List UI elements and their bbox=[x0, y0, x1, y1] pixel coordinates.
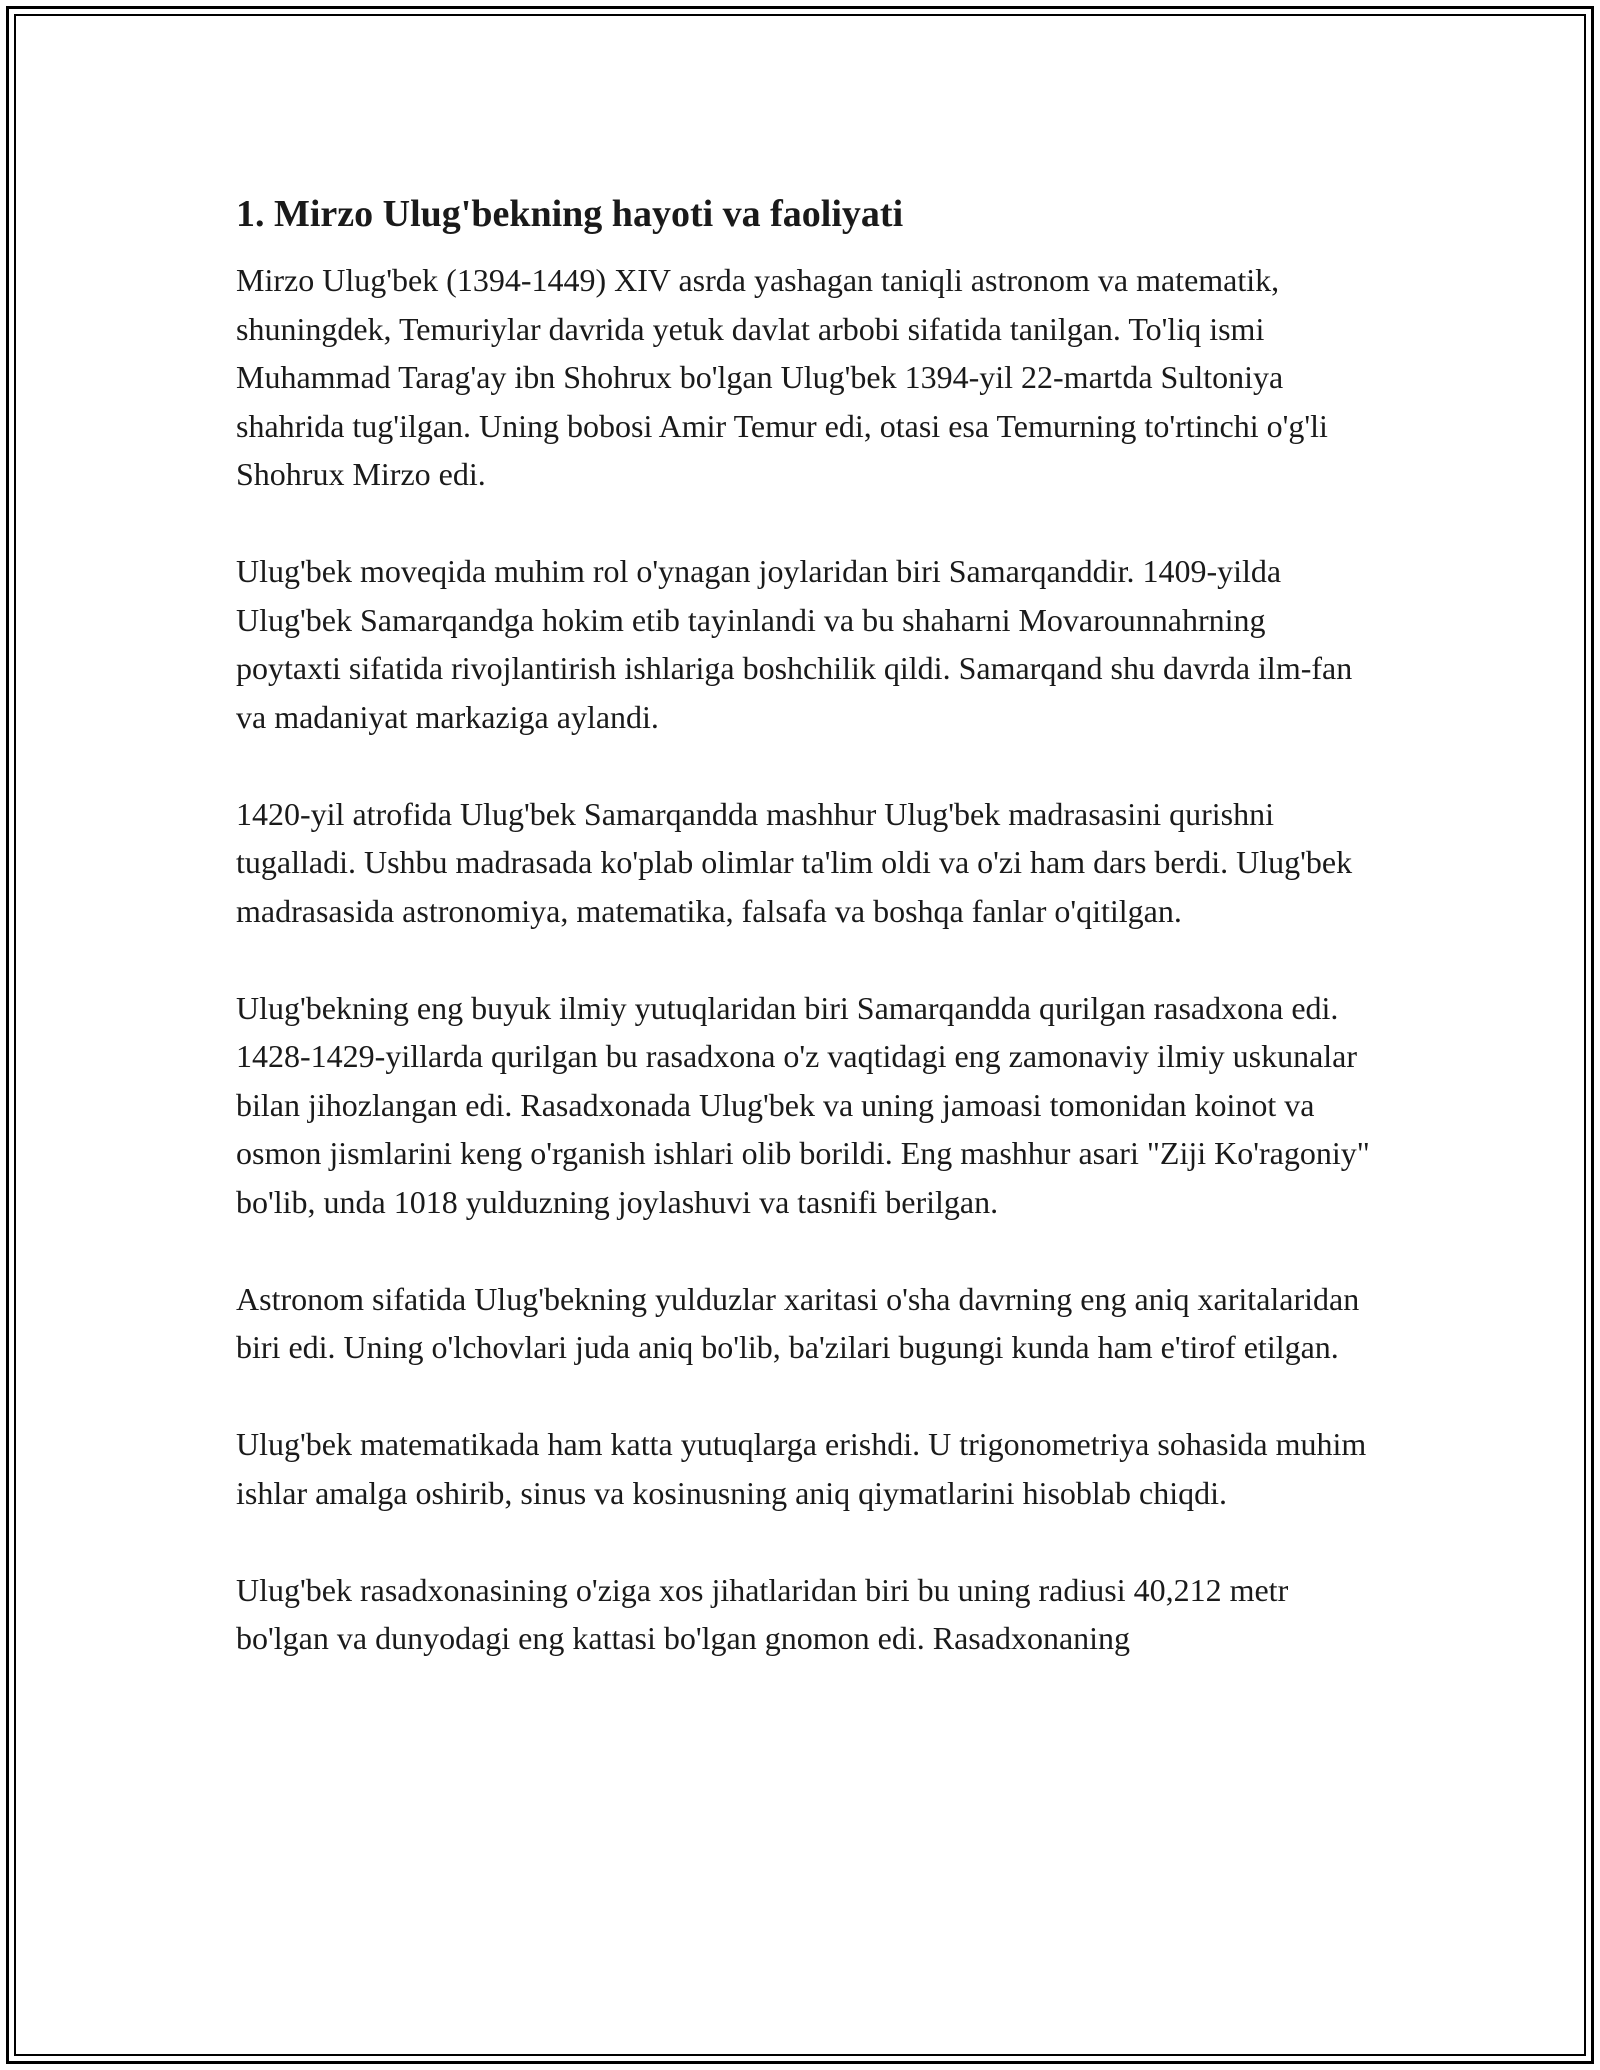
paragraph-mathematics: Ulug'bek matematikada ham katta yutuqlarga erishdi. U trigonometriya sohasida muhim ishlar amalga oshirib, sinus va kosinusning aniq qiymatlarini hisoblab chiqdi. bbox=[236, 1426, 1367, 1511]
document-body bbox=[236, 186, 1376, 1711]
paragraph-gnomon: Ulug'bek rasadxonasining o'ziga xos jihatlaridan biri bu uning radiusi 40,212 metr bo'lgan va dunyodagi eng kattasi bo'lgan gnomon edi. Rasadxonaning bbox=[236, 1571, 1289, 1656]
paragraph-observatory: Ulug'bekning eng buyuk ilmiy yutuqlaridan biri Samarqandda qurilgan rasadxona edi. 1428-1429-yillarda qurilgan bu rasadxona o'z vaqtidagi eng zamonaviy ilmiy uskunalar bilan jihozlangan edi. Rasadxonada Ulug'bek va uning jamoasi tomonidan koinot va osmon jismlarini keng o'rganish ishlari olib borildi. Eng mashhur asari "Ziji Ko'ragoniy" bo'lib, unda 1018 yulduzning joylashuvi va tasnifi berilgan. bbox=[236, 989, 1370, 1220]
paragraph-biography: Mirzo Ulug'bek (1394-1449) XIV asrda yashagan taniqli astronom va matematik, shuningdek, Temuriylar davrida yetuk davlat arbobi sifatida tanilgan. To'liq ismi Muhammad Tarag'ay ibn Shohrux bo'lgan Ulug'bek 1394-yil 22-martda Sultoniya shahrida tug'ilgan. Uning bobosi Amir Temur edi, otasi esa Temurning to'rtinchi o'g'li Shohrux Mirzo edi. bbox=[236, 262, 1328, 492]
paragraph-star-map: Astronom sifatida Ulug'bekning yulduzlar xaritasi o'sha davrning eng aniq xaritalaridan biri edi. Uning o'lchovlari juda aniq bo'lib, ba'zilari bugungi kunda ham e'tirof etilgan. bbox=[236, 1280, 1360, 1365]
paragraph-madrasa: 1420-yil atrofida Ulug'bek Samarqandda mashhur Ulug'bek madrasasini qurishni tugalladi. Ushbu madrasada ko'plab olimlar ta'lim oldi va o'zi ham dars berdi. Ulug'bek madrasasida astronomiya, matematika, falsafa va boshqa fanlar o'qitilgan. bbox=[236, 795, 1353, 929]
section-heading: 1. Mirzo Ulug'bekning hayoti va faoliyati bbox=[236, 193, 904, 235]
paragraph-samarkand: Ulug'bek moveqida muhim rol o'ynagan joylaridan biri Samarqanddir. 1409-yilda Ulug'bek Samarqandga hokim etib tayinlandi va bu shaharni Movarounnahrning poytaxti sifatida rivojlantirish ishlariga boshchilik qildi. Samarqand shu davrda ilm-fan va madaniyat markaziga aylandi. bbox=[236, 553, 1353, 735]
